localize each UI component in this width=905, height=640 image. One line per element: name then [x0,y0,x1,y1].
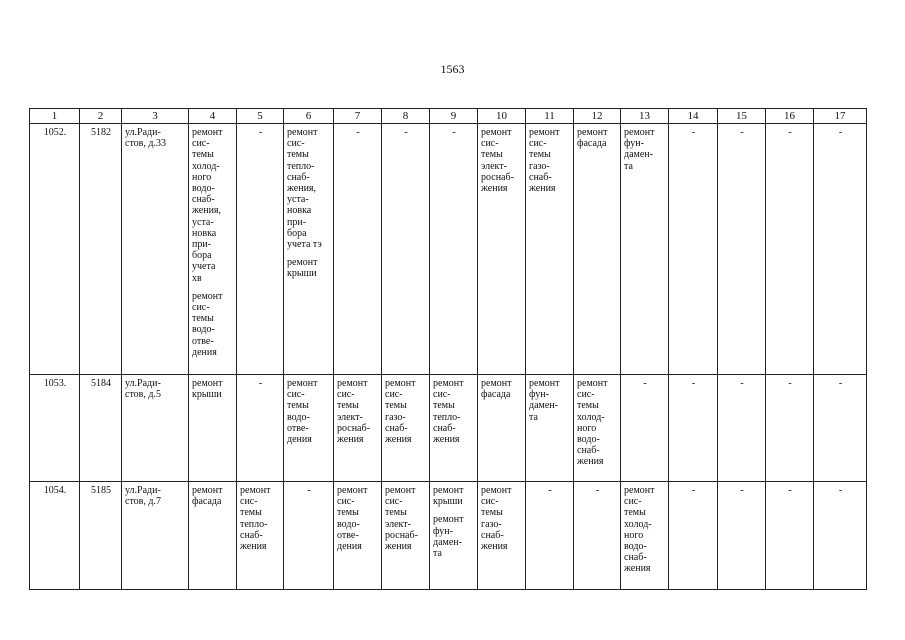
empty-dash: - [691,127,696,138]
work-cell-col-9 [430,482,478,590]
work-cell-col-16 [766,482,814,590]
work-cell-col-16 [766,124,814,375]
row-id [80,482,122,590]
empty-dash: - [788,378,792,389]
column-header-17: 17 [814,109,867,124]
work-cell-col-7 [334,124,382,375]
work-entry: ремонт сис- темы водо- отве- дения [287,378,318,446]
work-cell-col-5 [237,482,284,590]
empty-dash: - [691,485,696,496]
address-cell [122,375,189,482]
work-entry: ремонт сис- темы элект- роснаб- жения [337,378,370,446]
header-row [30,109,867,124]
work-entry: ремонт сис- темы газо- снаб- жения [481,485,512,553]
empty-dash: - [548,485,552,496]
empty-dash: - [452,127,456,138]
row-number [30,375,80,482]
work-cell-col-11 [526,375,574,482]
row-id-text: 5185 [91,485,111,496]
work-cell-col-6 [284,375,334,482]
column-header-13: 13 [621,109,669,124]
column-header-1: 1 [30,109,80,124]
work-entry: ремонт сис- темы элект- роснаб- жения [385,485,418,553]
empty-dash: - [404,127,408,138]
work-cell-col-7 [334,375,382,482]
empty-dash: - [740,378,744,389]
repair-schedule-table [29,108,867,590]
work-cell-col-15 [718,375,766,482]
work-entry: ремонт крыши [287,257,318,280]
column-header-6: 6 [284,109,334,124]
work-cell-col-17 [814,124,867,375]
row-id [80,124,122,375]
work-cell-col-10 [478,375,526,482]
empty-dash: - [740,127,744,138]
work-cell-col-4 [189,124,237,375]
row-id-text: 5182 [91,127,111,138]
empty-dash: - [307,485,311,496]
work-cell-col-6 [284,482,334,590]
column-header-8: 8 [382,109,430,124]
page-number: 1563 [440,62,465,76]
work-entry: ремонт сис- темы газо- снаб- жения [385,378,416,446]
column-header-9: 9 [430,109,478,124]
work-cell-col-17 [814,375,867,482]
column-header-11: 11 [526,109,574,124]
column-header-12: 12 [574,109,621,124]
work-cell-col-13 [621,482,669,590]
work-cell-col-8 [382,124,430,375]
empty-dash: - [838,378,843,389]
work-cell-col-9 [430,375,478,482]
work-entry: ремонт фасада [481,378,512,401]
work-cell-col-5 [237,124,284,375]
work-entry: ремонт сис- темы водо- отве- дения [192,290,223,358]
work-cell-col-11 [526,482,574,590]
work-cell-col-9 [430,124,478,375]
work-cell-col-13 [621,124,669,375]
work-entry: ремонт крыши [433,485,464,508]
work-cell-col-5 [237,375,284,482]
empty-dash: - [258,127,263,138]
empty-dash: - [258,378,263,389]
row-number [30,124,80,375]
work-entry: ремонт сис- темы холод- ного водо- снаб- жения, уста- новка при- бора учета хв [192,127,223,284]
work-cell-col-7 [334,482,382,590]
work-cell-col-15 [718,482,766,590]
work-cell-col-17 [814,482,867,590]
empty-dash: - [643,378,647,389]
work-entry: ремонт сис- темы холод- ного водо- снаб- жения [577,378,608,468]
work-cell-col-14 [669,482,718,590]
work-entry: ремонт сис- темы водо- отве- дения [337,485,368,553]
row-number [30,482,80,590]
table-row [30,124,867,375]
column-header-10: 10 [478,109,526,124]
empty-dash: - [788,127,792,138]
empty-dash: - [740,485,744,496]
table-row [30,482,867,590]
work-entry: ремонт сис- темы тепло- снаб- жения [240,485,271,553]
row-number-text: 1054. [43,485,67,496]
work-cell-col-13 [621,375,669,482]
address-cell-text: ул.Ради- стов, д.33 [125,127,166,150]
column-header-2: 2 [80,109,122,124]
work-entry: ремонт сис- темы тепло- снаб- жения [433,378,464,446]
address-cell-text: ул.Ради- стов, д.5 [125,378,161,401]
work-entry: ремонт сис- темы тепло- снаб- жения, уста- новка при- бора учета тэ [287,127,322,251]
work-entry: ремонт сис- темы газо- снаб- жения [529,127,560,195]
address-cell-text: ул.Ради- стов, д.7 [125,485,161,508]
column-header-14: 14 [669,109,718,124]
work-cell-col-10 [478,482,526,590]
work-cell-col-4 [189,482,237,590]
work-cell-col-14 [669,375,718,482]
work-cell-col-8 [382,375,430,482]
work-cell-col-12 [574,124,621,375]
work-entry: ремонт крыши [192,378,223,401]
row-number-text: 1052. [43,127,67,138]
empty-dash: - [356,127,360,138]
work-cell-col-14 [669,124,718,375]
row-id [80,375,122,482]
table-row [30,375,867,482]
work-entry: ремонт фасада [577,127,608,150]
empty-dash: - [788,485,792,496]
work-entry: ремонт сис- темы элект- роснаб- жения [481,127,514,195]
address-cell [122,482,189,590]
empty-dash: - [691,378,696,389]
column-header-15: 15 [718,109,766,124]
work-cell-col-10 [478,124,526,375]
work-entry: ремонт фун- дамен- та [433,514,464,560]
work-cell-col-8 [382,482,430,590]
work-entry: ремонт фун- дамен- та [624,127,655,172]
work-cell-col-16 [766,375,814,482]
column-header-4: 4 [189,109,237,124]
column-header-5: 5 [237,109,284,124]
work-entry: ремонт фун- дамен- та [529,378,560,423]
empty-dash: - [838,485,843,496]
row-id-text: 5184 [91,378,111,389]
column-header-3: 3 [122,109,189,124]
work-cell-col-12 [574,482,621,590]
empty-dash: - [838,127,843,138]
work-cell-col-11 [526,124,574,375]
work-cell-col-4 [189,375,237,482]
column-header-16: 16 [766,109,814,124]
work-cell-col-15 [718,124,766,375]
row-number-text: 1053. [43,378,67,389]
address-cell [122,124,189,375]
column-header-7: 7 [334,109,382,124]
work-entry: ремонт сис- темы холод- ного водо- снаб- жения [624,485,655,575]
work-cell-col-6 [284,124,334,375]
empty-dash: - [595,485,600,496]
work-entry: ремонт фасада [192,485,223,508]
work-cell-col-12 [574,375,621,482]
